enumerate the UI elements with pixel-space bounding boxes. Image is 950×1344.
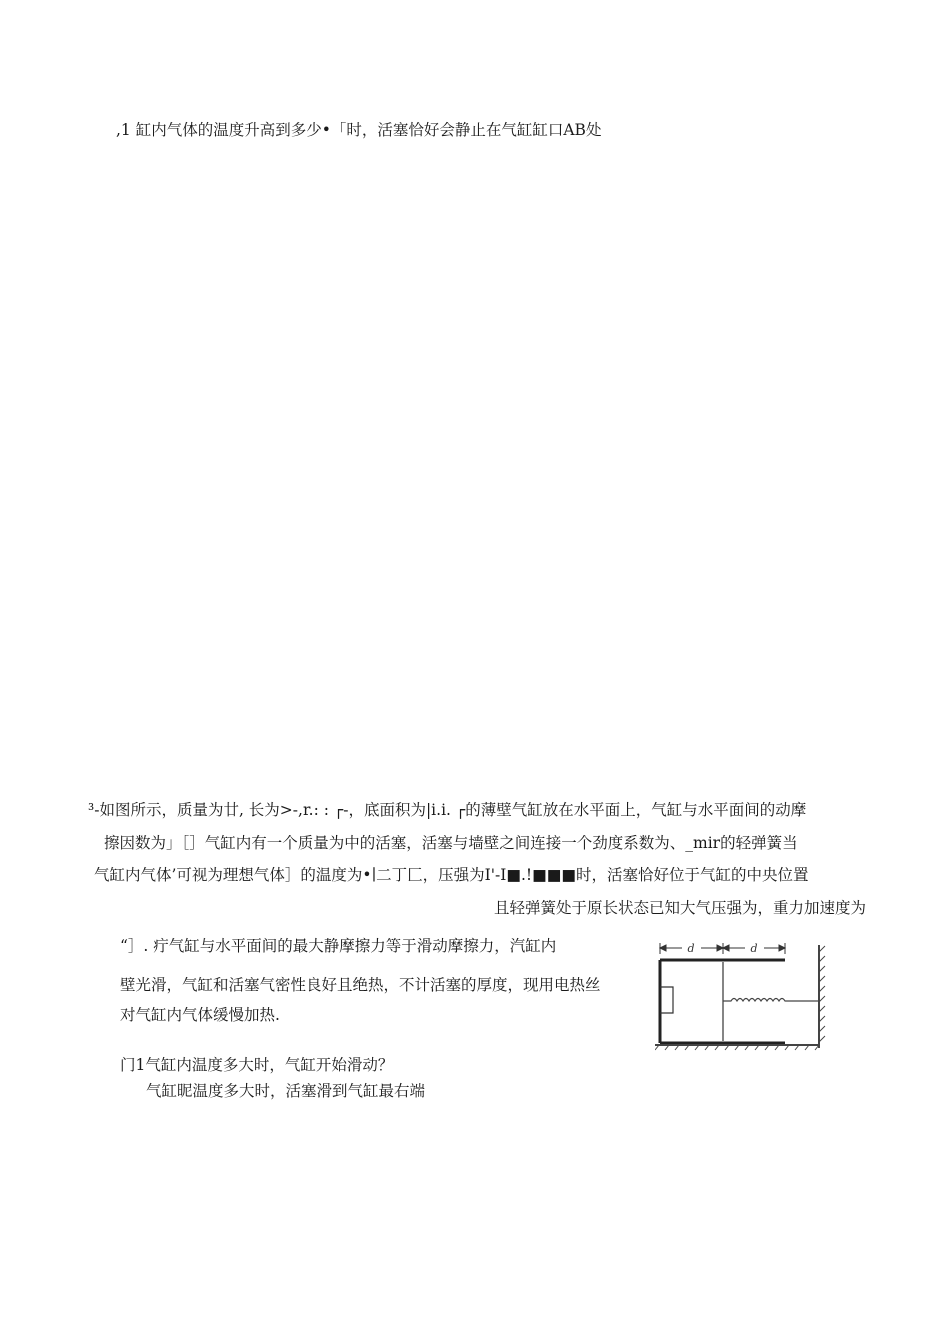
sub-question-1: 门1气缸内温度多大时，气缸开始滑动？: [120, 1056, 394, 1074]
dimension-arrows: [660, 943, 785, 954]
heating-wire: [660, 987, 673, 1013]
cylinder-piston-spring-figure: [655, 940, 827, 1052]
ground: [655, 1045, 819, 1050]
problem-line-2: 擦因数为」［］气缸内有一个质量为中的活塞，活塞与墙壁之间连接一个劲度系数为、_mir的轻弹簧当: [104, 834, 798, 852]
problem-line-6: 壁光滑，气缸和活塞气密性良好且绝热，不计活塞的厚度，现用电热丝: [120, 976, 601, 994]
previous-question-line: ,1 缸内气体的温度升高到多少•「时，活塞恰好会静止在气缸缸口AB处: [116, 121, 602, 139]
problem-line-1: ³-如图所示，质量为廿, 长为>-,r.: : ┌-，底面积为|i.i. ┌的薄壁气缸放在水平面上，气缸与水平面间的动摩: [88, 801, 807, 819]
problem-line-7: 对气缸内气体缓慢加热.: [120, 1006, 280, 1024]
problem-line-3: 气缸内气体’可视为理想气体］的温度为•∣二丁匚，压强为I'-I■.!■■■时，活塞恰好位于气缸的中央位置: [94, 866, 809, 884]
spring: [723, 999, 819, 1002]
sub-question-2: 气缸昵温度多大时，活塞滑到气缸最右端: [146, 1082, 426, 1100]
problem-line-4: 且轻弹簧处于原长状态已知大气压强为，重力加速度为: [493, 899, 866, 917]
wall: [819, 945, 825, 1048]
dimension-label-left: d: [687, 942, 695, 955]
dimension-label-right: d: [750, 942, 758, 955]
problem-line-5: “］. 疔气缸与水平面间的最大静摩擦力等于滑动摩擦力，汽缸内: [120, 937, 557, 955]
